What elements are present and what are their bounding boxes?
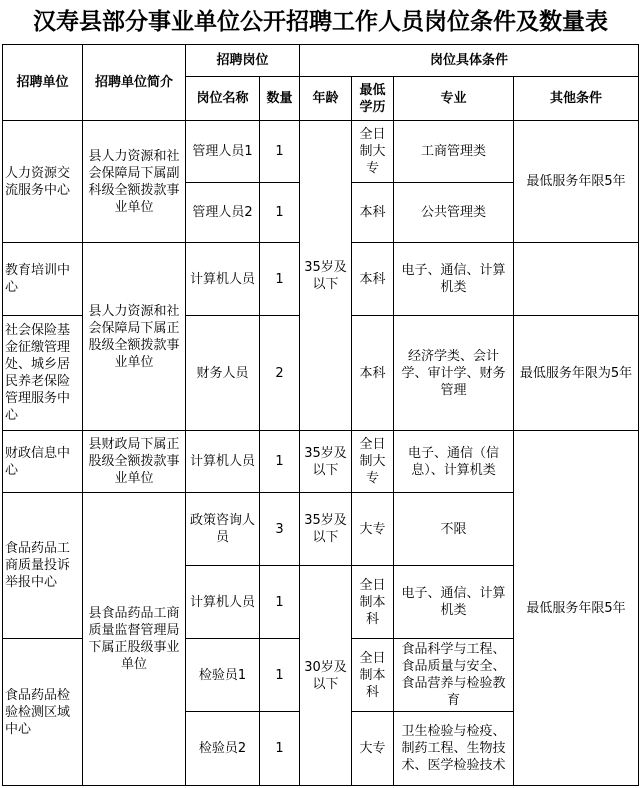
major-cell: 经济学类、会计学、审计学、财务管理 [394, 316, 514, 431]
header-count: 数量 [260, 77, 300, 121]
header-other: 其他条件 [514, 77, 639, 121]
education-cell: 全日制大专 [352, 431, 394, 493]
header-age: 年龄 [300, 77, 352, 121]
education-cell: 全日制本科 [352, 566, 394, 639]
post-cell: 计算机人员 [186, 431, 260, 493]
count-cell: 1 [260, 243, 300, 316]
other-cell: 最低服务年限5年 [514, 121, 639, 243]
post-cell: 计算机人员 [186, 566, 260, 639]
major-cell: 卫生检验与检疫、制药工程、生物技术、医学检验技术 [394, 712, 514, 786]
major-cell: 电子、通信、计算机类 [394, 243, 514, 316]
major-cell: 不限 [394, 493, 514, 566]
count-cell: 1 [260, 183, 300, 243]
post-cell: 政策咨询人员 [186, 493, 260, 566]
unit-cell: 财政信息中心 [3, 431, 83, 493]
age-cell: 35岁及以下 [300, 121, 352, 431]
intro-cell: 县财政局下属正股级全额拨款事业单位 [83, 431, 186, 493]
unit-cell: 食品药品检验检测区域中心 [3, 639, 83, 786]
recruitment-table [2, 44, 639, 786]
page-title: 汉寿县部分事业单位公开招聘工作人员岗位条件及数量表 [33, 8, 608, 35]
intro-cell: 县食品药品工商质量监督管理局下属正股级事业单位 [83, 493, 186, 786]
unit-cell: 食品药品工商质量投诉举报中心 [3, 493, 83, 639]
post-cell: 管理人员1 [186, 121, 260, 183]
education-cell: 本科 [352, 243, 394, 316]
header-conditions-group: 岗位具体条件 [300, 45, 639, 77]
count-cell: 1 [260, 639, 300, 712]
count-cell: 1 [260, 566, 300, 639]
education-cell: 全日制大专 [352, 121, 394, 183]
post-cell: 财务人员 [186, 316, 260, 431]
header-post-group: 招聘岗位 [186, 45, 300, 77]
other-cell: 最低服务年限5年 [514, 431, 639, 786]
education-cell: 本科 [352, 316, 394, 431]
age-cell: 35岁及以下 [300, 431, 352, 493]
intro-cell: 县人力资源和社会保障局下属副科级全额拨款事业单位 [83, 121, 186, 243]
count-cell: 1 [260, 121, 300, 183]
other-cell: 最低服务年限为5年 [514, 316, 639, 431]
age-cell: 30岁及以下 [300, 566, 352, 786]
major-cell: 公共管理类 [394, 183, 514, 243]
post-cell: 检验员1 [186, 639, 260, 712]
table-row [3, 431, 639, 493]
major-cell: 电子、通信（信息）、计算机类 [394, 431, 514, 493]
unit-cell: 教育培训中心 [3, 243, 83, 316]
age-cell: 35岁及以下 [300, 493, 352, 566]
major-cell: 工商管理类 [394, 121, 514, 183]
unit-cell: 社会保险基金征缴管理处、城乡居民养老保险管理服务中心 [3, 316, 83, 431]
education-cell: 大专 [352, 712, 394, 786]
header-row-1 [3, 45, 639, 77]
education-cell: 全日制本科 [352, 639, 394, 712]
table-row [3, 121, 639, 183]
major-cell: 电子、通信、计算机类 [394, 566, 514, 639]
count-cell: 2 [260, 316, 300, 431]
post-cell: 计算机人员 [186, 243, 260, 316]
header-post-name: 岗位名称 [186, 77, 260, 121]
header-education: 最低学历 [352, 77, 394, 121]
intro-cell: 县人力资源和社会保障局下属正股级全额拨款事业单位 [83, 243, 186, 431]
unit-cell: 人力资源交流服务中心 [3, 121, 83, 243]
post-cell: 检验员2 [186, 712, 260, 786]
education-cell: 大专 [352, 493, 394, 566]
header-major: 专业 [394, 77, 514, 121]
count-cell: 1 [260, 712, 300, 786]
count-cell: 1 [260, 431, 300, 493]
header-unit: 招聘单位 [3, 45, 83, 121]
count-cell: 3 [260, 493, 300, 566]
header-unit-intro: 招聘单位简介 [83, 45, 186, 121]
other-cell-empty [514, 243, 639, 316]
post-cell: 管理人员2 [186, 183, 260, 243]
major-cell: 食品科学与工程、食品质量与安全、食品营养与检验教育 [394, 639, 514, 712]
education-cell: 本科 [352, 183, 394, 243]
